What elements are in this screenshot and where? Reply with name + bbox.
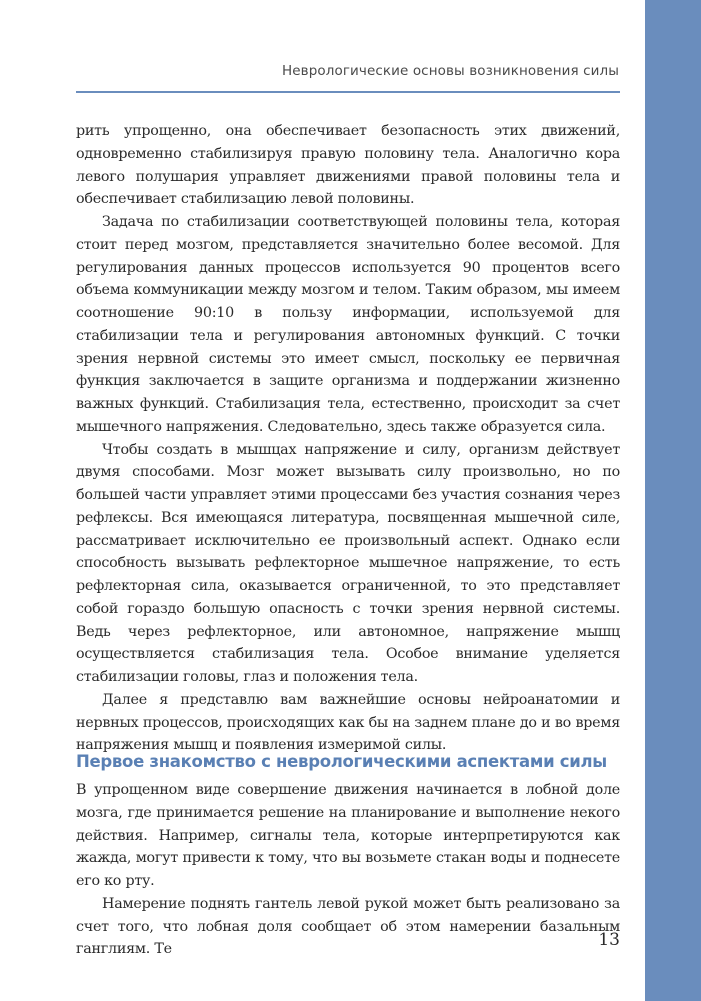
running-header: Неврологические основы возникновения силы bbox=[282, 63, 619, 79]
side-color-bar bbox=[645, 0, 701, 1001]
body-text-section-1 bbox=[76, 120, 620, 757]
paragraph: Задача по стабилизации соответствующей половины тела, которая стоит перед мозгом, представляется значительно более весомой. Для регулирования данных процессов используется 90 процентов всего объема коммуникации между мозгом и телом. Таким образом, мы имеем соотношение 90:10 в пользу информации, используемой для стабилизации тела и регулирования автономных функций. С точки зрения нервной системы это имеет смысл, поскольку ее первичная функция заключается в защите организма и поддержании жизненно важных функций. Стабилизация тела, естественно, происходит за счет мышечного напряжения. Следовательно, здесь также образуется сила. bbox=[76, 214, 620, 435]
header-rule bbox=[76, 91, 620, 93]
section-heading: Первое знакомство с неврологическими аспектами силы bbox=[76, 752, 607, 771]
paragraph: В упрощенном виде совершение движения начинается в лобной доле мозга, где принимается решение на планирование и выполнение некого действия. Например, сигналы тела, которые интерпретируются как жажда, могут привести к тому, что вы возьмете стакан воды и поднесете его ко рту. bbox=[76, 782, 620, 889]
page-number: 13 bbox=[598, 930, 620, 950]
paragraph: Далее я представлю вам важнейшие основы нейроанатомии и нервных процессов, происходящих как бы на заднем плане до и во время напряжения мышц и появления измеримой силы. bbox=[76, 691, 620, 754]
paragraph: Чтобы создать в мышцах напряжение и силу, организм действует двумя способами. Мозг может вызывать силу произвольно, но по большей части управляет этими процессами без участия сознания через рефлексы. Вся имеющаяся литература, посвященная мышечной силе, рассматривает исключительно ее произвольный аспект. Однако если способность вызывать рефлекторное мышечное напряжение, то есть рефлекторная сила, оказывается ограниченной, то это представляет собой гораздо большую опасность с точки зрения нервной системы. Ведь через рефлекторное, или автономное, напряжение мышц осуществляется стабилизация тела. Особое внимание уделяется стабилизации головы, глаз и положения тела. bbox=[76, 441, 620, 685]
body-text-section-2 bbox=[76, 779, 620, 961]
paragraph: рить упрощенно, она обеспечивает безопасность этих движений, одновременно стабилизируя правую половину тела. Аналогично кора левого полушария управляет движениями правой половины тела и обеспечивает стабилизацию левой половины. bbox=[76, 123, 620, 208]
paragraph: Намерение поднять гантель левой рукой может быть реализовано за счет того, что лобная доля сообщает об этом намерении базальным ганглиям. Те bbox=[76, 895, 620, 958]
